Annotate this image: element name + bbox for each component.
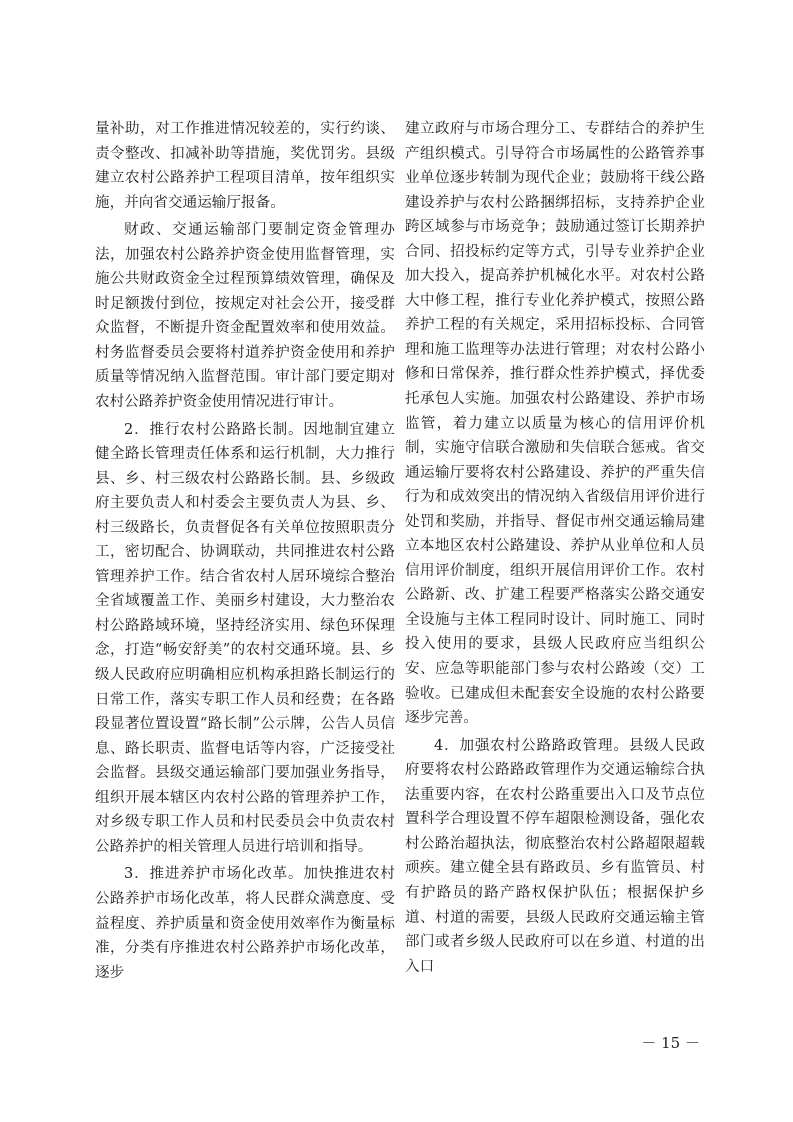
left-text-column: [95, 117, 395, 985]
paragraph: 建立政府与市场合理分工、专群结合的养护生产组织模式。引导符合市场属性的公路管养事业单位逐步转制为现代企业；鼓励将干线公路建设养护与农村公路捆绑招标，支持养护企业跨区域参与市场竞争；鼓励通过签订长期养护合同、招投标约定等方式，引导专业养护企业加大投入，提高养护机械化水平。对农村公路大中修工程，推行专业化养护模式，按照公路养护工程的有关规定，采用招标投标、合同管理和施工监理等办法进行管理；对农村公路小修和日常保养，推行群众性养护模式，择优委托承包人实施。加强农村公路建设、养护市场监管，着力建立以质量为核心的信用评价机制，实施守信联合激励和失信联合惩戒。省交通运输厅要将农村公路建设、养护的严重失信行为和成效突出的情况纳入省级信用评价进行处罚和奖励，并指导、督促市州交通运输局建立本地区农村公路建设、养护从业单位和人员信用评价制度，组织开展信用评价工作。农村公路新、改、扩建工程要严格落实公路交通安全设施与主体工程同时设计、同时施工、同时投入使用的要求，县级人民政府应当组织公安、应急等职能部门参与农村公路竣（交）工验收。已建成但未配套安全设施的农村公路要逐步完善。: [405, 121, 705, 727]
page-number: － 15 －: [641, 1034, 700, 1052]
paragraph: 财政、交通运输部门要制定资金管理办法，加强农村公路养护资金使用监督管理，实施公共财政资金全过程预算绩效管理，确保及时足额拨付到位，按规定对社会公开，接受群众监督，不断提升资金配置效率和使用效益。村务监督委员会要将村道养护资金使用和养护质量等情况纳入监督范围。审计部门要定期对农村公路养护资金使用情况进行审计。: [95, 222, 395, 411]
paragraph: 2．推行农村公路路长制。因地制宜建立健全路长管理责任体系和运行机制，大力推行县、乡、村三级农村公路路长制。县、乡级政府主要负责人和村委会主要负责人为县、乡、村三级路长，负责督促各有关单位按照职责分工，密切配合、协调联动，共同推进农村公路管理养护工作。结合省农村人居环境综合整治全省域覆盖工作、美丽乡村建设，大力整治农村公路路域环境，坚持经济实用、绿色环保理念，打造“畅安舒美”的农村交通环境。县、乡级人民政府应明确相应机构承担路长制运行的日常工作，落实专职工作人员和经费；在各路段显著位置设置“路长制”公示牌，公告人员信息、路长职责、监督电话等内容，广泛接受社会监督。县级交通运输部门要加强业务指导，组织开展本辖区内农村公路的管理养护工作，对乡级专职工作人员和村民委员会中负责农村公路养护的相关管理人员进行培训和指导。: [95, 421, 395, 855]
paragraph: 量补助，对工作推进情况较差的，实行约谈、责令整改、扣减补助等措施，奖优罚劣。县级建立农村公路养护工程项目清单，按年组织实施，并向省交通运输厅报备。: [95, 121, 395, 211]
paragraph: 3．推进养护市场化改革。加快推进农村公路养护市场化改革，将人民群众满意度、受益程度、养护质量和资金使用效率作为衡量标准，分类有序推进农村公路养护市场化改革，逐步: [95, 866, 395, 981]
right-text-column: [405, 117, 705, 979]
paragraph: 4．加强农村公路路政管理。县级人民政府要将农村公路路政管理作为交通运输综合执法重要内容，在农村公路重要出入口及节点位置科学合理设置不停车超限检测设备，强化农村公路治超执法，彻底整治农村公路超限超载顽疾。建立健全县有路政员、乡有监管员、村有护路员的路产路权保护队伍；根据保护乡道、村道的需要，县级人民政府交通运输主管部门或者乡级人民政府可以在乡道、村道的出入口: [405, 737, 705, 975]
